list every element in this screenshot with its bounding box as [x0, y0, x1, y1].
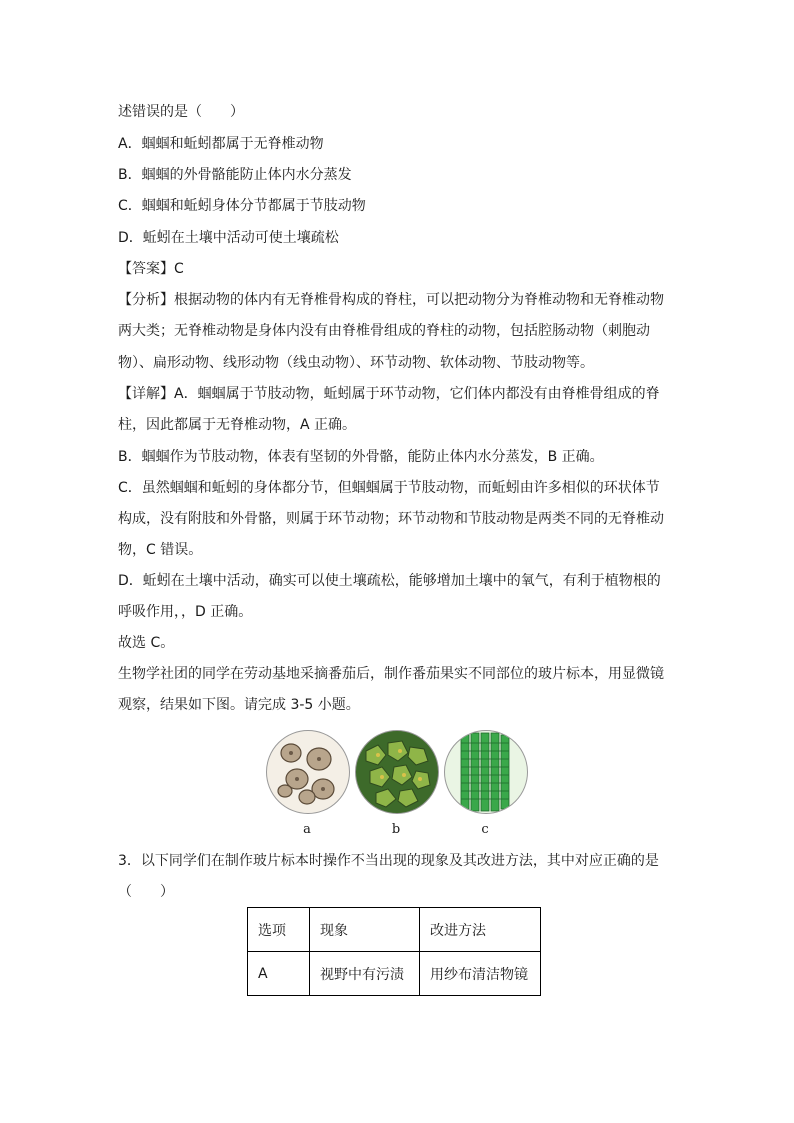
micrograph-b	[355, 730, 439, 814]
question-3-paren: （ ）	[118, 884, 174, 900]
explain-c-line-2: 构成，没有附肢和外骨骼，则属于环节动物；环节动物和节肢动物是两类不同的无脊椎动	[118, 511, 664, 527]
header-method: 改进方法	[420, 908, 541, 952]
explain-b: B．蝈蝈作为节肢动物，体表有坚韧的外骨骼，能防止体内水分蒸发，B 正确。	[118, 449, 604, 465]
option-a: A．蝈蝈和蚯蚓都属于无脊椎动物	[118, 136, 324, 152]
explain-d-line-1: D．蚯蚓在土壤中活动，确实可以使土壤疏松，能够增加土壤中的氧气，有利于植物根的	[118, 573, 661, 589]
answer-table	[247, 907, 541, 996]
micrograph-c	[444, 730, 528, 814]
caption-c: c	[481, 822, 489, 837]
header-option: 选项	[248, 908, 310, 952]
question-3-stem: 3．以下同学们在制作玻片标本时操作不当出现的现象及其改进方法，其中对应正确的是	[118, 853, 659, 869]
cell-option: A	[248, 952, 310, 996]
context-line-2: 观察，结果如下图。请完成 3-5 小题。	[118, 697, 360, 713]
explain-c-line-3: 物，C 错误。	[118, 542, 203, 558]
question-stem-tail: 述错误的是（ ）	[118, 104, 244, 120]
analysis-line-3: 物）、扁形动物、线形动物（线虫动物）、环节动物、软体动物、节肢动物等。	[118, 355, 594, 371]
explain-a-line-1: 【详解】A．蝈蝈属于节肢动物，蚯蚓属于环节动物，它们体内都没有由脊椎骨组成的脊	[118, 386, 660, 402]
micrograph-a	[266, 730, 350, 814]
table-header-row	[248, 908, 541, 952]
context-line-1: 生物学社团的同学在劳动基地采摘番茄后，制作番茄果实不同部位的玻片标本，用显微镜	[118, 666, 664, 682]
explain-d-line-2: 呼吸作用，，D 正确。	[118, 604, 253, 620]
option-b: B．蝈蝈的外骨骼能防止体内水分蒸发	[118, 167, 352, 183]
analysis-line-2: 两大类；无脊椎动物是身体内没有由脊椎骨组成的脊柱的动物，包括腔肠动物（刺胞动	[118, 323, 650, 339]
micrograph-figure	[266, 730, 526, 840]
explain-a-line-2: 柱，因此都属于无脊椎动物，A 正确。	[118, 417, 357, 433]
answer: 【答案】C	[118, 261, 184, 277]
option-d: D．蚯蚓在土壤中活动可使土壤疏松	[118, 230, 339, 246]
explain-c-line-1: C．虽然蝈蝈和蚯蚓的身体都分节，但蝈蝈属于节肢动物，而蚯蚓由许多相似的环状体节	[118, 480, 660, 496]
caption-b: b	[391, 822, 401, 837]
option-c: C．蝈蝈和蚯蚓身体分节都属于节肢动物	[118, 198, 366, 214]
table-row	[248, 952, 541, 996]
analysis-line-1: 【分析】根据动物的体内有无脊椎骨构成的脊柱，可以把动物分为脊椎动物和无脊椎动物	[118, 292, 664, 308]
cell-method: 用纱布清洁物镜	[420, 952, 541, 996]
caption-a: a	[303, 822, 311, 837]
conclusion: 故选 C。	[118, 635, 175, 651]
header-phenomenon: 现象	[310, 908, 420, 952]
cell-phenomenon: 视野中有污渍	[310, 952, 420, 996]
